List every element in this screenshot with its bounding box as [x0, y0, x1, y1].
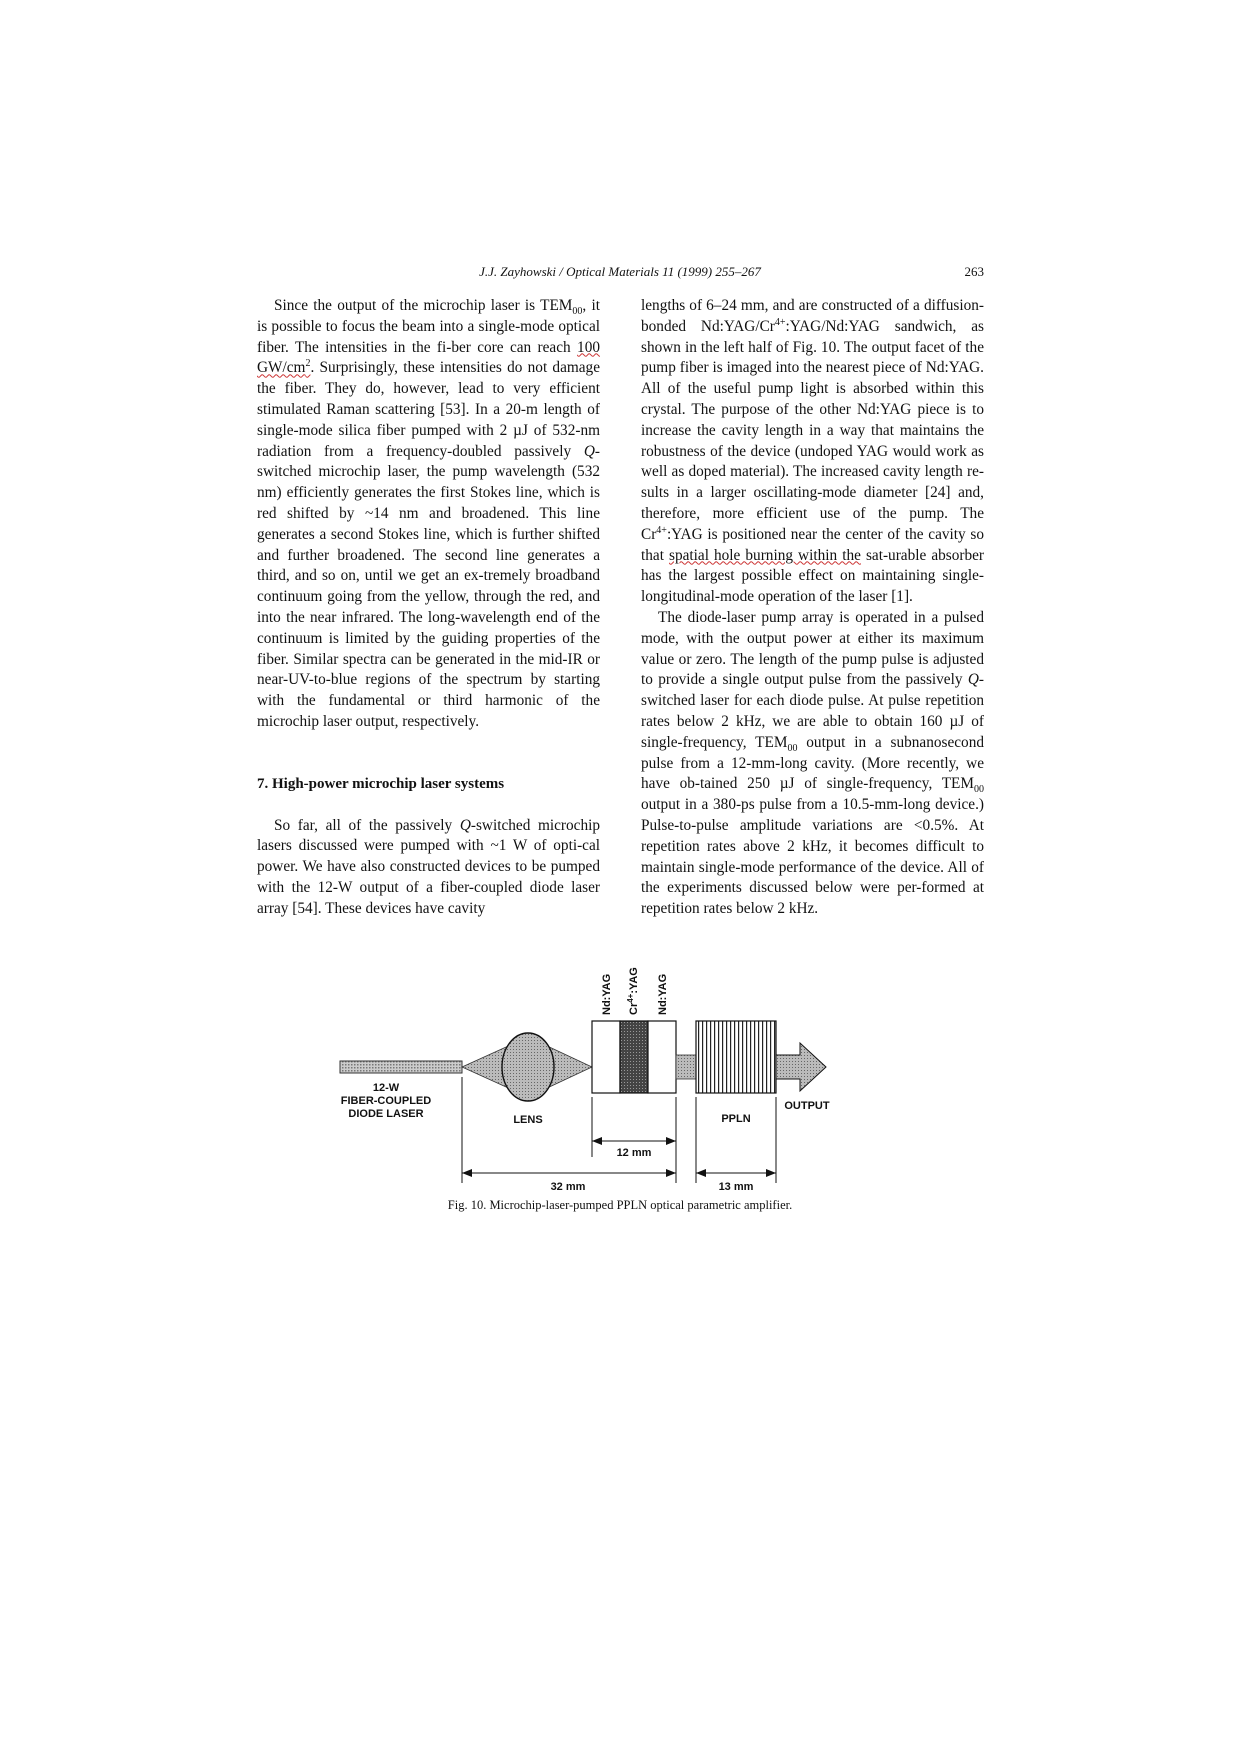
dimension-13mm: 13 mm [718, 1181, 754, 1193]
fiber [340, 1061, 462, 1073]
ppln-amplifier-diagram [330, 965, 910, 1205]
paragraph: So far, all of the passively Q-switched microchip lasers discussed were pumped with ~1 W of opti-cal power. We have also constructed devices to be pumped with the 12-W output of a fiber-coupled diode laser array [54]. These devices have cavity [257, 816, 600, 917]
label-fiber-line-2: FIBER-COUPLED [340, 1095, 432, 1107]
paragraph: Since the output of the microchip laser is $TEM_{00}$, it is possible to focus the beam into a single-mode optical fiber. The intensities in the fi-ber core can reach 100 $GW/cm^2$. Surprisingly, these intensities do not damage the fiber. They do, however, lead to very efficient stimulated Raman scattering [53]. In a 20-m length of single-mode silica fiber pumped with 2 µJ of 532-nm radiation from a frequency-doubled passively Q-switched microchip laser, the pump wavelength (532 nm) efficiently generates the first Stokes line, which is red shifted by ~14 nm and broadened. This line generates a second Stokes line, which is further shifted and further broadened. The second line generates a third, and so on, until we get an ex-tremely broadband continuum going from the yellow, through the red, and into the near infrared. The long-wavelength end of the continuum is limited by the guiding properties of the fiber. Similar spectra can be generated in the mid-IR or near-UV-to-blue regions of the spectrum by starting with the fundamental or third harmonic of the microchip laser output, respectively. [257, 297, 600, 730]
lens [502, 1033, 554, 1101]
paragraph: The diode-laser pump array is operated in a pulsed mode, with the output power at either its maximum value or zero. The length of the pump pulse is adjusted to provide a single output pulse from the passively Q-switched laser for each diode pulse. At pulse repetition rates below 2 kHz, we are able to obtain 160 µJ of single-frequency, $TEM_{00}$ output in a subnanosecond pulse from a 12-mm-long cavity. (More recently, we have ob-tained 250 µJ of single-frequency, $TEM_{00}$ output in a 380-ps pulse from a 10.5-mm-long device.) Pulse-to-pulse amplitude variations are <0.5%. At repetition rates above 2 kHz, it becomes difficult to maintain single-mode performance of the device. All of the experiments discussed below were per-formed at repetition rates below 2 kHz. [641, 608, 984, 918]
label-cr-yag: $Cr^{4+}:YAG$ [626, 967, 640, 1015]
label-ppln: PPLN [721, 1113, 751, 1125]
label-nd-yag-1: Nd:YAG [601, 973, 613, 1015]
nd-yag-crystal-1 [592, 1021, 620, 1093]
flagged-text: 100 $GW/cm^2$ [257, 338, 600, 377]
output-beam-segment [676, 1055, 696, 1079]
section-heading: 7. High-power microchip laser systems [257, 775, 505, 792]
journal-citation: J.J. Zayhowski / Optical Materials 11 (1999) 255–267 [479, 264, 761, 279]
output-arrow [776, 1043, 826, 1091]
paragraph: lengths of 6–24 mm, and are constructed of a diffusion-bonded $Nd:YAG/Cr^{4+}:YAG/Nd:YAG$ sandwich, as shown in the left half of Fig. 10. The output facet of the pump fiber is imaged into the nearest piece of Nd:YAG. All of the useful pump light is absorbed within this crystal. The purpose of the other Nd:YAG piece is to increase the cavity length in a way that maintains the robustness of the device (undoped YAG would work as well as doped material). The increased cavity length re-sults in a larger oscillating-mode diameter [24] and, therefore, more efficient use of the pump. The $Cr^{4+}:YAG$ is positioned near the center of the cavity so that spatial hole burning within the sat-urable absorber has the largest possible effect on maintaining single-longitudinal-mode operation of the laser [1]. [641, 297, 985, 606]
running-header [256, 263, 984, 281]
nd-yag-crystal-2 [648, 1021, 676, 1093]
flagged-text: spatial hole burning within the [669, 546, 861, 564]
right-column [641, 296, 984, 920]
dimension-12mm: 12 mm [616, 1147, 652, 1159]
label-fiber-line-1: 12-W [372, 1082, 400, 1094]
page-number: 263 [964, 264, 984, 279]
dimension-32mm: 32 mm [550, 1181, 586, 1193]
left-column [257, 296, 600, 920]
label-nd-yag-2: Nd:YAG [657, 973, 669, 1015]
label-lens: LENS [513, 1114, 543, 1126]
cr-yag-crystal [620, 1021, 648, 1093]
ppln-crystal [696, 1021, 776, 1093]
figure-10 [330, 965, 910, 1205]
label-fiber-line-3: DIODE LASER [348, 1108, 424, 1120]
label-output: OUTPUT [784, 1100, 830, 1112]
figure-caption: Fig. 10. Microchip-laser-pumped PPLN optical parametric amplifier. [447, 1198, 793, 1212]
